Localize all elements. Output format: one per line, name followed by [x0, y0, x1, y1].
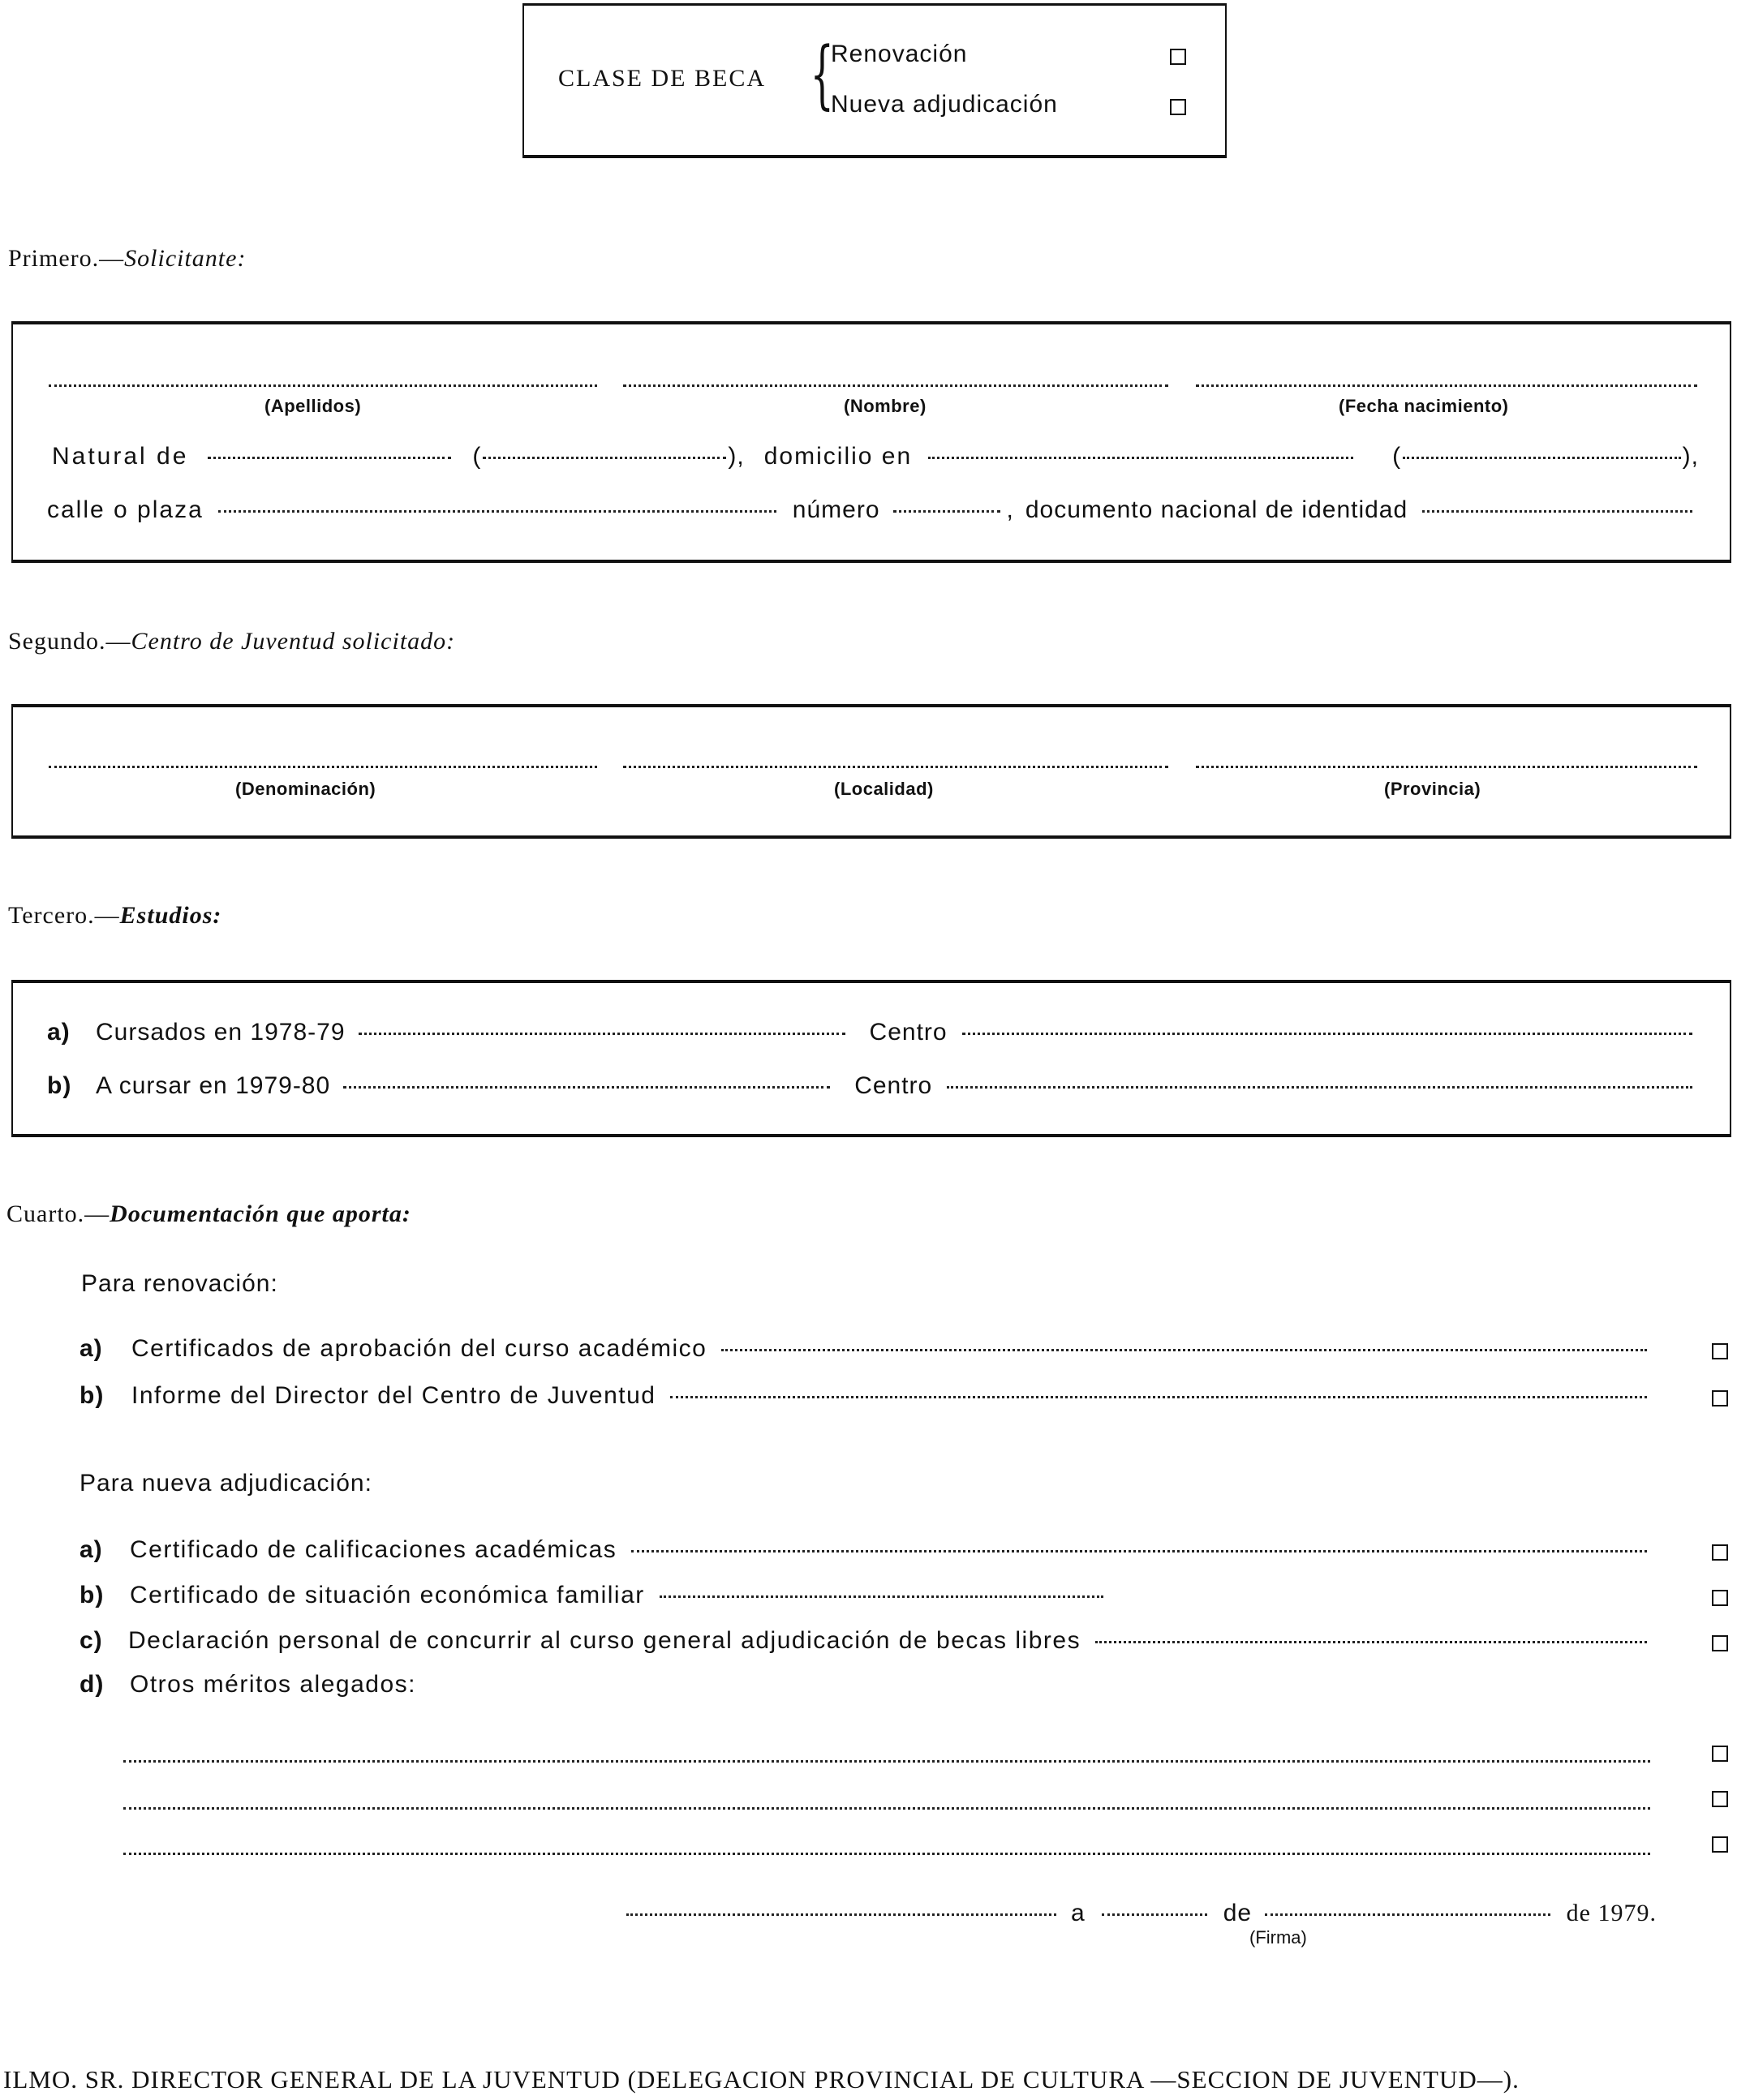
calle-field[interactable] — [218, 510, 776, 513]
checkbox-otros-2[interactable] — [1712, 1791, 1728, 1807]
domicilio-provincia-field[interactable] — [1403, 457, 1681, 459]
centro-label: Centro — [869, 1019, 948, 1046]
doc-leader — [670, 1396, 1647, 1398]
doc-leader — [660, 1595, 1103, 1598]
centro-a-field[interactable] — [962, 1033, 1692, 1035]
doc-leader — [721, 1349, 1647, 1351]
caption-firma: (Firma) — [1249, 1927, 1307, 1948]
checkbox-nueva-c[interactable] — [1712, 1635, 1728, 1651]
tercero-box — [11, 980, 1731, 1137]
heading-prefix: Tercero.— — [8, 902, 120, 929]
estudios-row-b — [47, 1072, 1699, 1100]
label-domicilio-en: domicilio en — [763, 443, 913, 470]
section-heading-segundo — [8, 628, 455, 655]
doc-renovacion-b — [80, 1382, 1653, 1410]
heading-prefix: Cuarto.— — [6, 1200, 110, 1227]
letter: b) — [80, 1382, 105, 1409]
lugar-field[interactable] — [626, 1913, 1056, 1916]
letter: a) — [47, 1019, 71, 1046]
row-calle-numero-dni — [47, 496, 1699, 524]
caption-denominacion: (Denominación) — [235, 779, 376, 799]
label-natural-de: Natural de — [52, 443, 189, 470]
numero-field[interactable] — [893, 510, 1000, 513]
heading-title: Solicitante: — [124, 245, 247, 272]
heading-title: Estudios: — [119, 902, 222, 929]
heading-title: Documentación que aporta: — [110, 1200, 411, 1227]
checkbox-nueva-adjudicacion[interactable] — [1170, 99, 1186, 115]
doc-leader — [631, 1550, 1647, 1552]
apellidos-field[interactable] — [49, 384, 597, 387]
label-numero: número — [792, 496, 880, 523]
denominacion-field[interactable] — [49, 766, 597, 768]
natural-de-field[interactable] — [208, 457, 451, 459]
doc-label: Certificado de situación económica familiar — [130, 1582, 645, 1608]
firma-row — [626, 1900, 1657, 1927]
nueva-title: Para nueva adjudicación: — [80, 1470, 372, 1497]
caption-nombre: (Nombre) — [844, 396, 927, 416]
doc-nueva-a — [80, 1536, 1653, 1564]
section-heading-cuarto — [6, 1200, 411, 1228]
estudios-label: Cursados en 1978-79 — [96, 1019, 346, 1046]
estudios-row-a — [47, 1019, 1699, 1046]
estudios-label: A cursar en 1979-80 — [96, 1072, 331, 1099]
doc-nueva-c — [80, 1627, 1653, 1655]
doc-leader — [1095, 1641, 1647, 1643]
letter: b) — [47, 1072, 72, 1099]
beca-brace: { — [810, 31, 834, 118]
letter: c) — [80, 1627, 103, 1654]
doc-label: Certificados de aprobación del curso académico — [131, 1335, 707, 1362]
cursados-field[interactable] — [359, 1033, 845, 1035]
paren-open: ( — [472, 443, 482, 470]
checkbox-renovacion[interactable] — [1170, 49, 1186, 65]
fecha-nacimiento-field[interactable] — [1196, 384, 1697, 387]
provincia-field[interactable] — [1196, 766, 1697, 768]
heading-title: Centro de Juventud solicitado: — [131, 628, 456, 655]
checkbox-nueva-b[interactable] — [1712, 1590, 1728, 1606]
natural-provincia-field[interactable] — [483, 457, 726, 459]
heading-prefix: Primero.— — [8, 245, 125, 272]
dni-field[interactable] — [1422, 510, 1692, 513]
caption-apellidos: (Apellidos) — [264, 396, 362, 416]
caption-fecha-nacimiento: (Fecha nacimiento) — [1339, 396, 1509, 416]
letter: b) — [80, 1582, 105, 1608]
checkbox-renovacion-a[interactable] — [1712, 1343, 1728, 1359]
dia-field[interactable] — [1102, 1913, 1207, 1916]
doc-label: Otros méritos alegados: — [130, 1671, 416, 1698]
footer-addressee: ILMO. SR. DIRECTOR GENERAL DE LA JUVENTUD (DELEGACION PROVINCIAL DE CULTURA —SECCION DE JUVENTUD—). — [3, 2065, 1520, 2094]
primero-box — [11, 321, 1731, 563]
label-dni: documento nacional de identidad — [1025, 496, 1408, 523]
comma: , — [1006, 496, 1014, 523]
otros-meritos-field-2[interactable] — [123, 1807, 1650, 1810]
otros-meritos-field-1[interactable] — [123, 1760, 1650, 1763]
doc-nueva-d — [80, 1671, 416, 1698]
beca-label: CLASE DE BECA — [558, 65, 767, 92]
localidad-field[interactable] — [623, 766, 1168, 768]
nombre-field[interactable] — [623, 384, 1168, 387]
checkbox-otros-1[interactable] — [1712, 1746, 1728, 1762]
label-calle-o-plaza: calle o plaza — [47, 496, 204, 523]
doc-label: Informe del Director del Centro de Juventud — [131, 1382, 656, 1409]
domicilio-field[interactable] — [928, 457, 1353, 459]
centro-label: Centro — [854, 1072, 933, 1099]
row-natural-domicilio — [52, 443, 1699, 470]
renovacion-title: Para renovación: — [81, 1270, 278, 1297]
doc-label: Certificado de calificaciones académicas — [130, 1536, 617, 1563]
label-de-year: de 1979. — [1566, 1900, 1657, 1926]
centro-b-field[interactable] — [947, 1086, 1692, 1089]
otros-meritos-field-3[interactable] — [123, 1853, 1650, 1855]
beca-option-nueva: Nueva adjudicación — [831, 91, 1058, 118]
label-de: de — [1223, 1900, 1253, 1926]
letter: a) — [80, 1335, 103, 1362]
label-a: a — [1071, 1900, 1086, 1926]
section-heading-primero — [8, 245, 246, 273]
paren-close-2: ), — [1682, 443, 1699, 470]
a-cursar-field[interactable] — [343, 1086, 830, 1089]
segundo-box — [11, 704, 1731, 839]
letter: d) — [80, 1671, 105, 1698]
checkbox-nueva-a[interactable] — [1712, 1544, 1728, 1561]
beca-option-renovacion: Renovación — [831, 41, 968, 67]
checkbox-renovacion-b[interactable] — [1712, 1390, 1728, 1406]
paren-open-2: ( — [1392, 443, 1402, 470]
doc-renovacion-a — [80, 1335, 1653, 1363]
section-heading-tercero — [8, 902, 221, 930]
mes-field[interactable] — [1265, 1913, 1550, 1916]
caption-localidad: (Localidad) — [834, 779, 934, 799]
heading-prefix: Segundo.— — [8, 628, 131, 655]
checkbox-otros-3[interactable] — [1712, 1836, 1728, 1853]
caption-provincia: (Provincia) — [1384, 779, 1481, 799]
paren-close: ), — [728, 443, 745, 470]
doc-nueva-b — [80, 1582, 1110, 1609]
letter: a) — [80, 1536, 103, 1563]
doc-label: Declaración personal de concurrir al curso general adjudicación de becas libres — [128, 1627, 1081, 1654]
